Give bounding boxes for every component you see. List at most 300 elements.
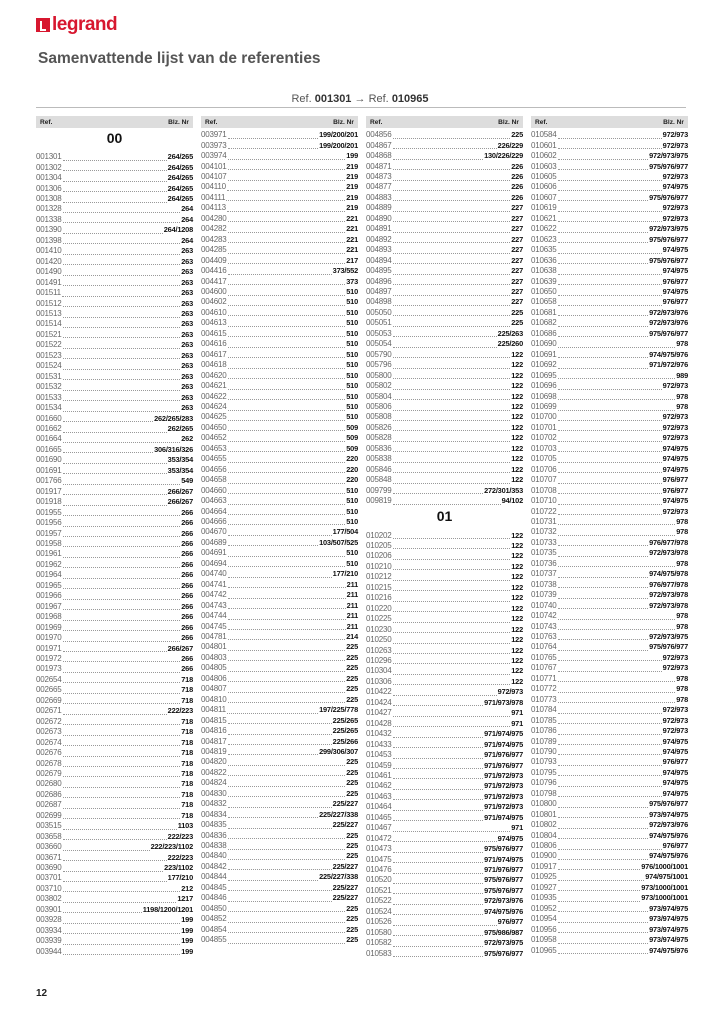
- page-reference: 974/975/976: [649, 945, 688, 955]
- dot-leader: [63, 865, 164, 872]
- table-row: [366, 193, 523, 203]
- table-row: [201, 475, 358, 485]
- dot-leader: [227, 707, 318, 714]
- dot-leader: [558, 142, 662, 149]
- table-row: [201, 130, 358, 140]
- dot-leader: [393, 605, 511, 612]
- reference-number: 001532: [36, 382, 62, 392]
- table-row: [366, 551, 523, 561]
- reference-number: 001691: [36, 465, 62, 475]
- reference-number: 002699: [36, 810, 62, 820]
- reference-number: 010230: [366, 624, 392, 634]
- page-reference: 973/1000/1001: [641, 882, 688, 892]
- page-reference: 122: [511, 676, 523, 686]
- dot-leader: [228, 508, 346, 515]
- reference-number: 010740: [531, 600, 557, 610]
- dot-leader: [63, 750, 181, 757]
- page-reference: 978: [676, 527, 688, 537]
- reference-number: 010582: [366, 938, 392, 948]
- page-reference: 373: [346, 276, 358, 286]
- reference-number: 010220: [366, 603, 392, 613]
- reference-number: 004894: [366, 255, 392, 265]
- page-reference: 976/977: [662, 841, 688, 851]
- dot-leader: [558, 644, 649, 651]
- dot-leader: [558, 309, 649, 316]
- page-reference: 971/974/975: [484, 812, 523, 822]
- dot-leader: [63, 927, 181, 934]
- page-reference: 976/977: [662, 276, 688, 286]
- dot-leader: [558, 424, 662, 431]
- reference-number: 001491: [36, 277, 62, 287]
- reference-number: 005836: [366, 443, 392, 453]
- dot-leader: [228, 644, 346, 651]
- page-reference: 225: [346, 694, 358, 704]
- page-reference: 510: [346, 412, 358, 422]
- reference-number: 004618: [201, 360, 227, 370]
- page-reference: 217: [346, 255, 358, 265]
- table-row: [366, 266, 523, 276]
- reference-number: 004822: [201, 767, 227, 777]
- table-row: [531, 663, 688, 673]
- dot-leader: [393, 908, 484, 915]
- reference-number: 010205: [366, 540, 392, 550]
- reference-number: 004663: [201, 496, 227, 506]
- table-row: [531, 914, 688, 924]
- page-reference: 222/223: [167, 831, 193, 841]
- page-reference: 974/975: [662, 266, 688, 276]
- page-reference: 509: [346, 443, 358, 453]
- table-row: [201, 642, 358, 652]
- page-reference: 220: [346, 464, 358, 474]
- reference-number: 004893: [366, 245, 392, 255]
- table-row: [366, 350, 523, 360]
- reference-number: 002676: [36, 748, 62, 758]
- table-row: [201, 883, 358, 893]
- page-reference: 227: [511, 234, 523, 244]
- page-reference: 219: [346, 182, 358, 192]
- table-row: [366, 854, 523, 864]
- dot-leader: [558, 163, 649, 170]
- table-row: [531, 130, 688, 140]
- dot-leader: [63, 164, 167, 171]
- dot-leader: [558, 947, 649, 954]
- page-reference: 219: [346, 161, 358, 171]
- dot-leader: [393, 950, 484, 957]
- table-row: [36, 424, 193, 434]
- dot-leader: [393, 194, 511, 201]
- table-row: [366, 465, 523, 475]
- page-reference: 122: [511, 402, 523, 411]
- page-reference: 971: [511, 823, 523, 833]
- table-row: [36, 152, 193, 162]
- reference-number: 004621: [201, 381, 227, 391]
- page-reference: 510: [346, 381, 358, 391]
- reference-number: 010463: [366, 791, 392, 801]
- table-row: [531, 370, 688, 380]
- page-reference: 263: [181, 288, 193, 298]
- table-row: [36, 277, 193, 287]
- table-row: [531, 297, 688, 307]
- reference-number: 010476: [366, 865, 392, 875]
- reference-number: 003802: [36, 894, 62, 904]
- page-reference: 266/267: [167, 486, 193, 496]
- reference-number: 010524: [366, 906, 392, 916]
- dot-leader: [63, 666, 181, 673]
- page-reference: 974/975/978: [649, 569, 688, 579]
- dot-leader: [558, 435, 662, 442]
- page-reference: 122: [511, 475, 523, 485]
- dot-leader: [228, 843, 346, 850]
- reference-number: 005051: [366, 318, 392, 328]
- page-reference: 122: [511, 370, 523, 380]
- reference-number: 004622: [201, 391, 227, 401]
- table-row: [531, 757, 688, 767]
- page-reference: 263: [181, 361, 193, 371]
- dot-leader: [63, 227, 163, 234]
- header-ref: Ref.: [40, 118, 53, 126]
- table-row: [201, 151, 358, 161]
- reference-number: 004742: [201, 590, 227, 600]
- table-row: [201, 245, 358, 255]
- reference-number: 010521: [366, 885, 392, 895]
- reference-number: 003944: [36, 946, 62, 956]
- section-heading: 00: [106, 130, 123, 146]
- reference-number: 005828: [366, 433, 392, 443]
- table-row: [36, 487, 193, 497]
- reference-number: 010584: [531, 130, 557, 140]
- table-row: [36, 581, 193, 591]
- reference-number: 010708: [531, 485, 557, 495]
- dot-leader: [228, 498, 346, 505]
- table-row: [201, 851, 358, 861]
- page-reference: 225: [346, 851, 358, 861]
- table-row: [201, 381, 358, 391]
- table-row: [531, 904, 688, 914]
- reference-number: 010795: [531, 767, 557, 777]
- page-reference: 266: [181, 591, 193, 601]
- page-reference: 975/976/977: [649, 234, 688, 244]
- page-reference: 122: [511, 561, 523, 571]
- page-reference: 978: [676, 694, 688, 704]
- dot-leader: [393, 247, 511, 254]
- table-row: [36, 946, 193, 956]
- table-row: [531, 140, 688, 150]
- reference-number: 001390: [36, 225, 62, 235]
- reference-number: 010765: [531, 652, 557, 662]
- table-row: [531, 465, 688, 475]
- page-reference: 227: [511, 255, 523, 265]
- page-reference: 225/227: [332, 882, 358, 892]
- reference-number: 004855: [201, 935, 227, 945]
- dot-leader: [393, 689, 497, 696]
- table-row: [531, 674, 688, 684]
- dot-leader: [63, 854, 167, 861]
- page-reference: 972/973: [662, 715, 688, 725]
- reference-number: 001965: [36, 580, 62, 590]
- reference-number: 010737: [531, 569, 557, 579]
- table-row: [36, 873, 193, 883]
- reference-number: 003701: [36, 873, 62, 883]
- table-row: [531, 433, 688, 443]
- dot-leader: [558, 341, 676, 348]
- page-reference: 226: [511, 161, 523, 171]
- dot-leader: [228, 153, 346, 160]
- table-row: [531, 820, 688, 830]
- table-row: [531, 245, 688, 255]
- page-reference: 227: [511, 287, 523, 297]
- dot-leader: [558, 289, 662, 296]
- dot-leader: [228, 466, 346, 473]
- page-reference: 974/975: [662, 496, 688, 506]
- dot-leader: [63, 885, 181, 892]
- page-reference: 972/973/976: [649, 820, 688, 830]
- page-reference: 978: [676, 516, 688, 526]
- table-row: [531, 768, 688, 778]
- reference-number: 010461: [366, 770, 392, 780]
- table-row: [366, 130, 523, 140]
- reference-number: 004416: [201, 266, 227, 276]
- page-reference: 976/977: [662, 757, 688, 767]
- dot-leader: [228, 696, 346, 703]
- page-reference: 510: [346, 307, 358, 317]
- dot-leader: [63, 875, 167, 882]
- brand-name: legrand: [52, 14, 118, 35]
- dot-leader: [228, 884, 332, 891]
- reference-number: 010793: [531, 757, 557, 767]
- reference-number: 001918: [36, 497, 62, 507]
- table-row: [201, 559, 358, 569]
- page-reference: 122: [511, 349, 523, 359]
- table-row: [36, 884, 193, 894]
- reference-number: 003928: [36, 915, 62, 925]
- dot-leader: [558, 884, 641, 891]
- page-reference: 975/976/977: [649, 192, 688, 202]
- table-row: [531, 266, 688, 276]
- table-row: [366, 182, 523, 192]
- dot-leader: [558, 623, 676, 630]
- reference-column: [36, 116, 193, 957]
- page-reference: 225/227: [332, 799, 358, 809]
- page-reference: 225/227: [332, 861, 358, 871]
- reference-number: 010796: [531, 778, 557, 788]
- page-reference: 225/265: [332, 715, 358, 725]
- reference-number: 004868: [366, 151, 392, 161]
- table-row: [531, 799, 688, 809]
- page-reference: 972/973: [662, 726, 688, 736]
- page-reference: 225/263: [497, 328, 523, 338]
- table-row: [201, 914, 358, 924]
- table-row: [201, 465, 358, 475]
- reference-number: 010686: [531, 328, 557, 338]
- page-reference: 263: [181, 403, 193, 413]
- reference-number: 010790: [531, 746, 557, 756]
- dot-leader: [393, 584, 511, 591]
- reference-number: 009819: [366, 496, 392, 506]
- table-row: [531, 329, 688, 339]
- page-reference: 266: [181, 664, 193, 674]
- table-row: [36, 894, 193, 904]
- page-reference: 718: [181, 727, 193, 737]
- reference-number: 005802: [366, 381, 392, 391]
- dot-leader: [63, 426, 167, 433]
- table-row: [366, 813, 523, 823]
- page-reference: 122: [511, 645, 523, 655]
- reference-number: 001301: [36, 152, 62, 162]
- table-row: [366, 771, 523, 781]
- table-row: [366, 496, 523, 506]
- reference-number: 004844: [201, 872, 227, 882]
- page-reference: 225: [346, 903, 358, 913]
- reference-number: 010650: [531, 287, 557, 297]
- reference-number: 010806: [531, 841, 557, 851]
- dot-leader: [228, 435, 346, 442]
- table-row: [36, 194, 193, 204]
- table-row: [201, 632, 358, 642]
- reference-number: 004694: [201, 558, 227, 568]
- table-row: [36, 622, 193, 632]
- page-reference: 306/316/326: [154, 444, 193, 454]
- page-reference: 974/975: [662, 788, 688, 798]
- dot-leader: [228, 811, 319, 818]
- table-row: [201, 757, 358, 767]
- reference-number: 010522: [366, 896, 392, 906]
- table-row: [366, 433, 523, 443]
- table-row: [36, 257, 193, 267]
- page-reference: 718: [181, 674, 193, 684]
- dot-leader: [393, 741, 484, 748]
- dot-leader: [63, 509, 181, 516]
- reference-number: 002669: [36, 695, 62, 705]
- dot-leader: [63, 802, 181, 809]
- page-reference: 976/977: [662, 475, 688, 485]
- page-reference: 1198/1200/1201: [142, 904, 193, 914]
- reference-number: 004409: [201, 255, 227, 265]
- page-reference: 177/210: [167, 873, 193, 883]
- table-row: [36, 162, 193, 172]
- dot-leader: [558, 205, 662, 212]
- dot-leader: [63, 635, 181, 642]
- page-reference: 971: [511, 708, 523, 718]
- dot-leader: [228, 330, 346, 337]
- dot-leader: [558, 665, 662, 672]
- table-row: [36, 246, 193, 256]
- dot-leader: [393, 330, 497, 337]
- page-reference: 122: [511, 391, 523, 401]
- page-reference: 975/976/977: [649, 255, 688, 265]
- reference-number: 004845: [201, 882, 227, 892]
- table-row: [366, 276, 523, 286]
- table-row: [201, 412, 358, 422]
- page-reference: 718: [181, 685, 193, 695]
- dot-leader: [63, 154, 167, 161]
- table-row: [366, 224, 523, 234]
- page-reference: 971: [511, 718, 523, 728]
- reference-number: 010473: [366, 844, 392, 854]
- table-row: [36, 601, 193, 611]
- page-reference: 266: [181, 633, 193, 643]
- page-title: Samenvattende lijst van de referenties: [38, 50, 321, 67]
- divider: [36, 107, 686, 108]
- reference-number: 004895: [366, 266, 392, 276]
- dot-leader: [393, 532, 511, 539]
- page-reference: 974/975: [662, 287, 688, 297]
- reference-number: 010801: [531, 809, 557, 819]
- table-row: [201, 809, 358, 819]
- reference-number: 001524: [36, 361, 62, 371]
- dot-leader: [558, 194, 649, 201]
- dot-leader: [228, 539, 319, 546]
- table-row: [36, 675, 193, 685]
- reference-number: 010736: [531, 558, 557, 568]
- reference-number: 010739: [531, 590, 557, 600]
- reference-number: 001328: [36, 204, 62, 214]
- dot-leader: [393, 929, 484, 936]
- header-page: Blz. Nr: [498, 118, 519, 126]
- table-row: [36, 507, 193, 517]
- dot-leader: [393, 762, 484, 769]
- page-reference: 971/976/977: [484, 865, 523, 875]
- reference-number: 001665: [36, 444, 62, 454]
- table-row: [36, 497, 193, 507]
- page-reference: 226/229: [497, 140, 523, 150]
- dot-leader: [63, 896, 177, 903]
- table-row: [36, 936, 193, 946]
- table-row: [201, 266, 358, 276]
- table-row: [201, 297, 358, 307]
- page-reference: 989: [676, 370, 688, 380]
- table-row: [531, 517, 688, 527]
- reference-number: 010427: [366, 708, 392, 718]
- table-row: [531, 360, 688, 370]
- dot-leader: [63, 300, 181, 307]
- column-header: [201, 116, 358, 128]
- dot-leader: [228, 832, 346, 839]
- dot-leader: [558, 895, 641, 902]
- reference-number: 004877: [366, 182, 392, 192]
- reference-number: 004892: [366, 234, 392, 244]
- dot-leader: [228, 132, 319, 139]
- reference-number: 010692: [531, 360, 557, 370]
- reference-number: 010462: [366, 781, 392, 791]
- page-reference: 262/265: [167, 424, 193, 433]
- dot-leader: [228, 393, 346, 400]
- reference-number: 004815: [201, 715, 227, 725]
- table-row: [366, 614, 523, 624]
- reference-number: 001968: [36, 612, 62, 622]
- page-reference: 978: [676, 673, 688, 683]
- table-row: [201, 830, 358, 840]
- dot-leader: [558, 728, 662, 735]
- page-reference: 976/977/978: [649, 537, 688, 547]
- dot-leader: [558, 560, 676, 567]
- reference-number: 001967: [36, 601, 62, 611]
- reference-number: 004744: [201, 611, 227, 621]
- dot-leader: [63, 394, 181, 401]
- reference-number: 010306: [366, 676, 392, 686]
- page-reference: 266: [181, 559, 193, 569]
- table-row: [366, 656, 523, 666]
- dot-leader: [393, 574, 511, 581]
- page-reference: 225: [346, 684, 358, 694]
- table-row: [531, 569, 688, 579]
- table-row: [366, 161, 523, 171]
- reference-number: 001660: [36, 413, 62, 423]
- table-row: [36, 842, 193, 852]
- reference-number: 004824: [201, 778, 227, 788]
- reference-number: 010580: [366, 927, 392, 937]
- page-reference: 226: [511, 192, 523, 202]
- dot-leader: [228, 142, 319, 149]
